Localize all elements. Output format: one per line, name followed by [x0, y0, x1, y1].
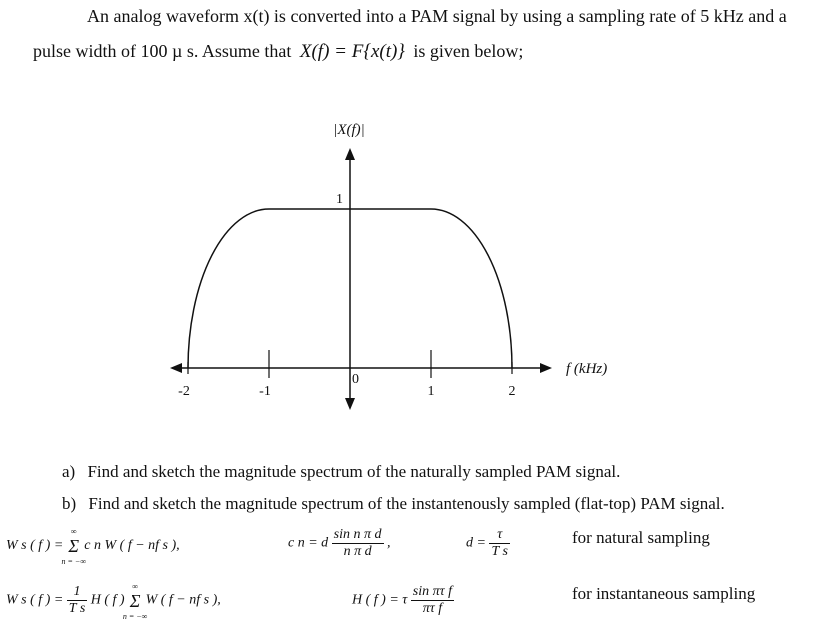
- x-tick-label-2: 2: [508, 384, 516, 399]
- natural-sampling-note: for natural sampling: [572, 528, 710, 547]
- y-axis-label: |X(f)|: [333, 122, 365, 138]
- origin-label: 0: [352, 372, 359, 387]
- x-axis-left-arrow: [170, 363, 182, 373]
- d-lhs: d =: [466, 535, 486, 551]
- summation-symbol-2: Σ ∞ n = −∞: [122, 581, 148, 621]
- x-tick-label--2: -2: [178, 384, 190, 399]
- natural-lhs: W s ( f ) =: [6, 538, 64, 554]
- d-fraction: $\frac{\tau}{\text{T s}}$: [491, 527, 508, 559]
- y-axis-up-arrow: [345, 148, 355, 160]
- question-b: [62, 494, 725, 514]
- inst-prefactor: $\frac{1}{\text{T s}}$: [68, 584, 86, 616]
- problem-line-2-prefix: pulse width of 100 µ s. Assume that: [33, 41, 292, 61]
- problem-line-1: An analog waveform x(t) is converted into a PAM signal by using a sampling rate of 5 kHz and a: [87, 6, 787, 26]
- instantaneous-sampling-note: for instantaneous sampling: [572, 584, 756, 603]
- inst-mid: H ( f ): [90, 592, 125, 608]
- inst-lhs: W s ( f ) =: [6, 592, 64, 608]
- h-formula: [352, 584, 454, 617]
- question-b-label: b): [62, 494, 77, 513]
- x-axis-label: f (kHz): [566, 361, 608, 377]
- instantaneous-sampling-formula: [6, 581, 221, 621]
- inst-term: W ( f − nf s ),: [145, 592, 221, 608]
- duty-cycle-formula: [466, 527, 510, 560]
- h-lhs: H ( f ) = τ: [352, 592, 408, 608]
- x-tick-label--1: -1: [259, 384, 271, 399]
- summation-symbol: Σ ∞ n = −∞: [61, 527, 87, 566]
- natural-sampling-formula: [6, 527, 180, 566]
- cn-lhs: c n = d: [288, 535, 329, 551]
- problem-line-2-suffix: is given below;: [413, 41, 524, 61]
- question-b-text: Find and sketch the magnitude spectrum of the instantenously sampled (flat-top) PAM signal.: [88, 494, 725, 513]
- y-axis-down-arrow: [345, 398, 355, 410]
- natural-term: c n W ( f − nf s ),: [84, 538, 180, 554]
- question-a: [62, 462, 620, 482]
- peak-value-label: 1: [336, 192, 343, 207]
- x-axis-right-arrow: [540, 363, 552, 373]
- h-fraction: $\frac{\text{sin πτ f}}{\text{πτ f}}$: [412, 584, 453, 616]
- cn-formula: c n = d $\frac{\text{sin n π d}}{\text{n π d}}$ ,: [288, 527, 391, 559]
- cn-fraction: $\frac{\text{sin n π d}}{\text{n π d}}$: [333, 527, 382, 559]
- x-tick-labels: [178, 384, 515, 399]
- x-tick-label-1: 1: [427, 384, 435, 399]
- question-a-text: Find and sketch the magnitude spectrum of the naturally sampled PAM signal.: [87, 462, 621, 481]
- question-a-label: a): [62, 462, 76, 481]
- fourier-relation: X(f) = F{x(t)}: [299, 41, 405, 62]
